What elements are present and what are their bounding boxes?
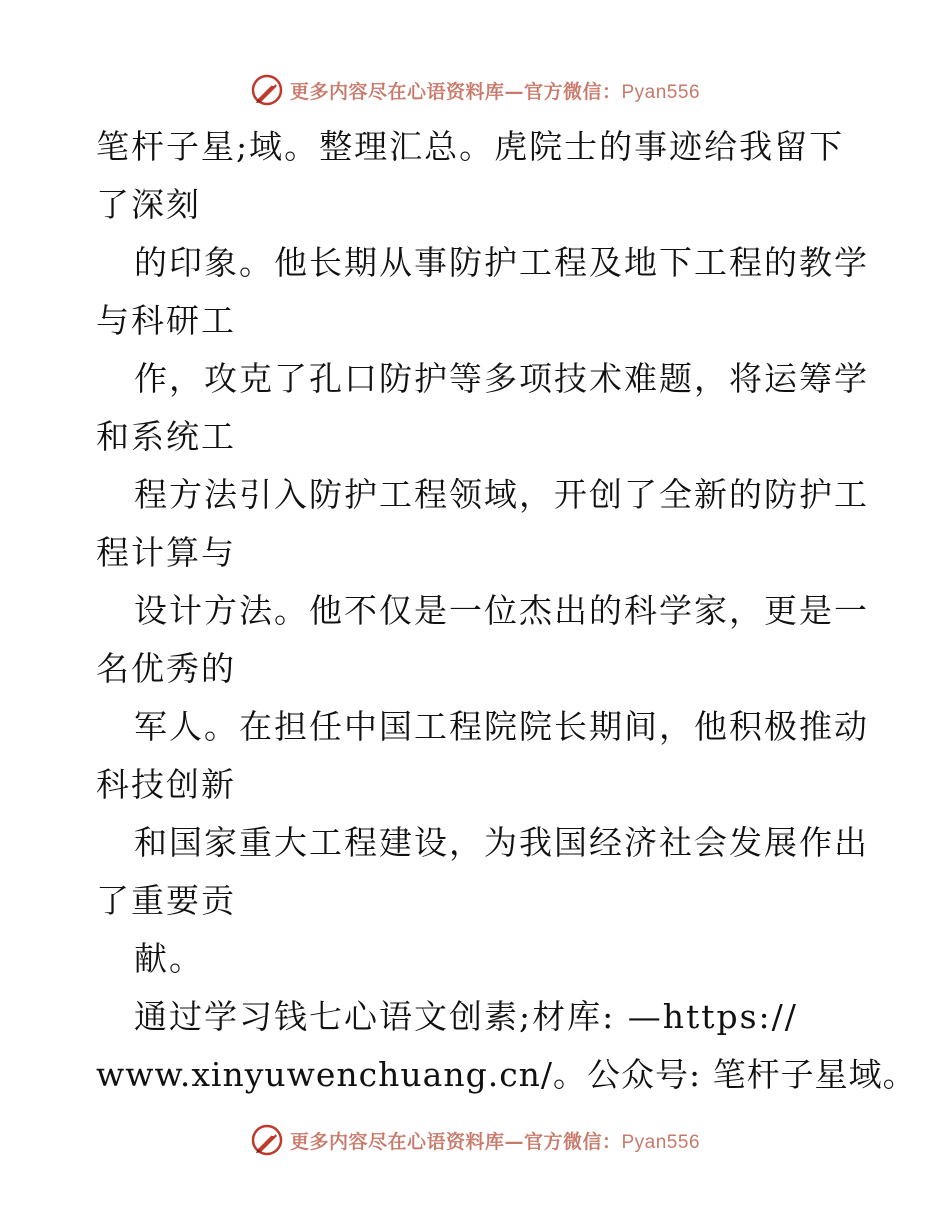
text-line: 军人。在担任中国工程院院长期间，他积极推动 (134, 707, 869, 746)
text-line: 和系统工 (96, 417, 236, 456)
text-line: 程计算与 (96, 533, 236, 572)
text-line: 作，攻克了孔口防护等多项技术难题，将运筹学 (134, 359, 869, 398)
text-line: 的印象。他长期从事防护工程及地下工程的教学 (134, 243, 869, 282)
header-watermark (0, 70, 950, 110)
text-line: 献。 (134, 939, 204, 978)
pen-logo-icon (250, 1123, 284, 1157)
watermark-text: 更多内容尽在心语资料库—官方微信：Pyan556 (289, 1130, 701, 1153)
text-line: www.xinyuwenchuang.cn/。公众号: 笔杆子星域。 (96, 1055, 917, 1094)
text-line: 了重要贡 (96, 881, 236, 920)
text-line: 了深刻 (96, 185, 201, 224)
text-line: 通过学习钱七心语文创素;材库: —https:// (134, 997, 798, 1036)
text-line: 名优秀的 (96, 649, 236, 688)
pen-logo-icon (250, 73, 284, 107)
text-line: 和国家重大工程建设，为我国经济社会发展作出 (134, 823, 869, 862)
text-line: 与科研工 (96, 301, 236, 340)
text-line: 程方法引入防护工程领域，开创了全新的防护工 (134, 475, 869, 514)
text-line: 科技创新 (96, 765, 236, 804)
footer-watermark (0, 1120, 950, 1160)
text-line: 笔杆子星;域。整理汇总。虎院士的事迹给我留下 (96, 127, 845, 166)
document-body (96, 118, 917, 1104)
text-line: 设计方法。他不仅是一位杰出的科学家，更是一 (134, 591, 869, 630)
watermark-text: 更多内容尽在心语资料库—官方微信：Pyan556 (289, 80, 701, 103)
